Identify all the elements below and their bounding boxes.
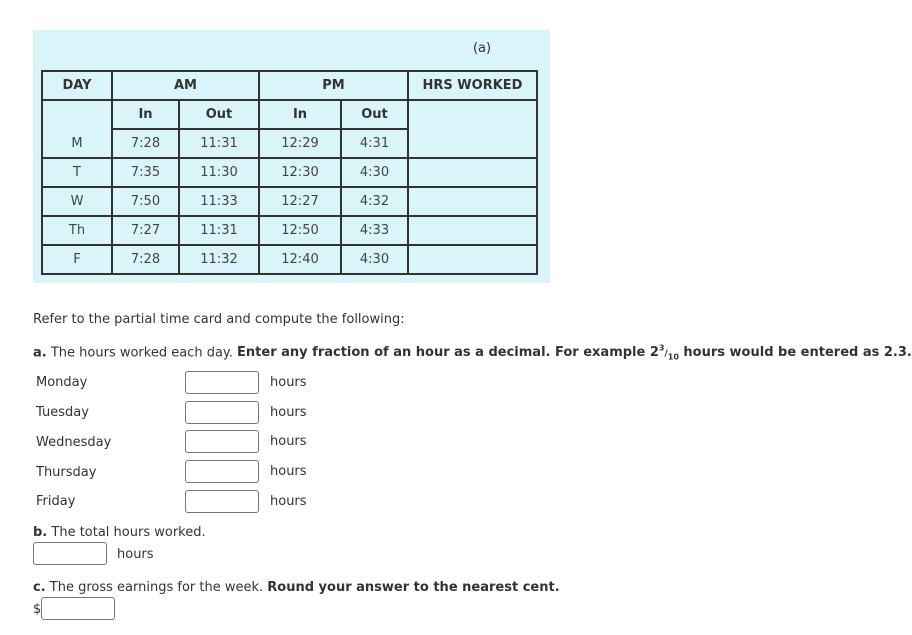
- friday-label: Friday: [36, 494, 76, 509]
- question-b: [33, 525, 206, 540]
- total-hours-input[interactable]: [33, 542, 107, 565]
- gross-earnings-input[interactable]: [41, 597, 115, 620]
- tuesday-unit: hours: [270, 405, 307, 420]
- friday-unit: hours: [270, 494, 307, 509]
- pm-out-cell: 4:30: [341, 245, 408, 274]
- header-am: AM: [112, 71, 259, 100]
- am-out-cell: 11:31: [179, 129, 259, 158]
- header-pm-out: Out: [341, 100, 408, 129]
- question-c: [33, 580, 560, 595]
- hrs-cell: [408, 187, 537, 216]
- monday-hours-input[interactable]: [185, 371, 259, 394]
- pm-out-cell: 4:30: [341, 158, 408, 187]
- dollar-sign: $: [33, 602, 42, 617]
- thursday-hours-input[interactable]: [185, 460, 259, 483]
- monday-label: Monday: [36, 375, 88, 390]
- hrs-cell: [408, 216, 537, 245]
- hrs-cell: [408, 158, 537, 187]
- pm-in-cell: 12:27: [259, 187, 341, 216]
- day-cell: T: [42, 158, 112, 187]
- table-row: [42, 245, 537, 274]
- question-a: [33, 344, 912, 362]
- am-out-cell: 11:30: [179, 158, 259, 187]
- am-in-cell: 7:28: [112, 245, 179, 274]
- hrs-cell: [408, 100, 537, 158]
- question-c-instruction: Round your answer to the nearest cent.: [267, 580, 560, 595]
- am-in-cell: 7:50: [112, 187, 179, 216]
- total-hours-unit: hours: [117, 547, 154, 562]
- am-in-cell: 7:35: [112, 158, 179, 187]
- pm-in-cell: 12:50: [259, 216, 341, 245]
- time-card-table: [41, 70, 538, 275]
- tuesday-label: Tuesday: [36, 405, 89, 420]
- am-in-cell: 7:27: [112, 216, 179, 245]
- table-row: [42, 187, 537, 216]
- am-out-cell: 11:31: [179, 216, 259, 245]
- table-row: [42, 158, 537, 187]
- pm-in-cell: 12:29: [259, 129, 341, 158]
- question-a-instruction: Enter any fraction of an hour as a decimal. For example $2^3/_{10}$ hours would be entered as 2.3.: [237, 344, 912, 362]
- day-cell: W: [42, 187, 112, 216]
- wednesday-label: Wednesday: [36, 435, 112, 450]
- am-out-cell: 11:32: [179, 245, 259, 274]
- pm-out-cell: 4:31: [341, 129, 408, 158]
- header-day: DAY: [42, 71, 112, 100]
- pm-out-cell: 4:32: [341, 187, 408, 216]
- monday-unit: hours: [270, 375, 307, 390]
- tuesday-hours-input[interactable]: [185, 401, 259, 424]
- pm-out-cell: 4:33: [341, 216, 408, 245]
- am-out-cell: 11:33: [179, 187, 259, 216]
- thursday-unit: hours: [270, 464, 307, 479]
- day-cell: Th: [42, 216, 112, 245]
- question-b-letter: b.: [33, 525, 48, 540]
- am-in-cell: 7:28: [112, 129, 179, 158]
- header-pm: PM: [259, 71, 408, 100]
- wednesday-unit: hours: [270, 434, 307, 449]
- pm-in-cell: 12:40: [259, 245, 341, 274]
- header-pm-in: In: [259, 100, 341, 129]
- friday-hours-input[interactable]: [185, 490, 259, 513]
- day-cell: F: [42, 245, 112, 274]
- pm-in-cell: 12:30: [259, 158, 341, 187]
- question-b-text: The total hours worked.: [47, 525, 206, 540]
- figure-label: (a): [472, 41, 492, 56]
- thursday-label: Thursday: [36, 465, 97, 480]
- hrs-cell: [408, 245, 537, 274]
- wednesday-hours-input[interactable]: [185, 430, 259, 453]
- intro-text: Refer to the partial time card and compute the following:: [33, 312, 405, 327]
- header-am-out: Out: [179, 100, 259, 129]
- question-a-text: The hours worked each day.: [46, 345, 238, 361]
- header-hrs-worked: HRS WORKED: [408, 71, 537, 100]
- question-c-letter: c.: [33, 580, 46, 595]
- header-am-in: In: [112, 100, 179, 129]
- question-a-letter: a.: [33, 345, 47, 361]
- day-cell: M: [42, 100, 112, 158]
- table-row: [42, 216, 537, 245]
- question-c-text: The gross earnings for the week.: [45, 580, 268, 595]
